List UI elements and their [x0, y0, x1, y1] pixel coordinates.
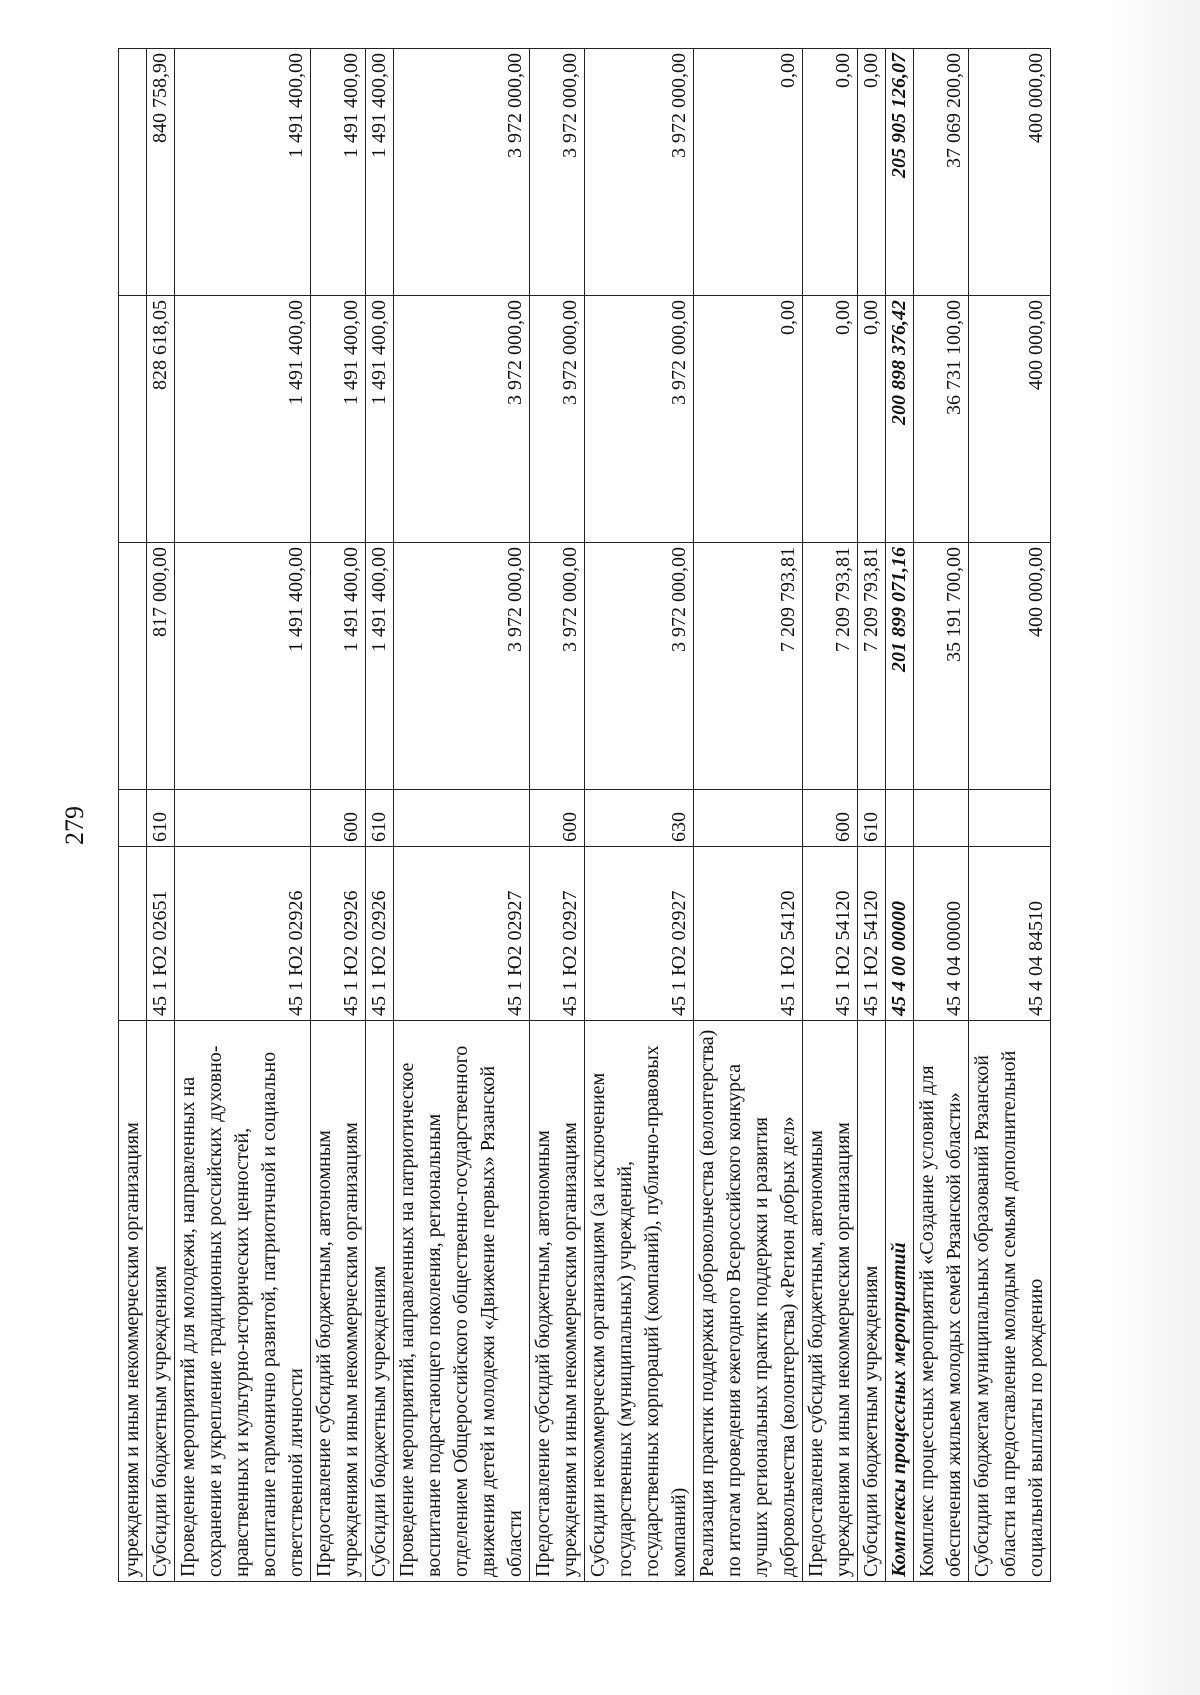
row-amount-1: 1 491 400,00 — [366, 543, 394, 790]
row-name: Субсидии бюджетным учреждениям — [366, 1021, 394, 1582]
row-amount-1: 3 972 000,00 — [530, 543, 585, 790]
row-amount-2: 828 618,05 — [147, 296, 175, 543]
row-amount-3: 3 972 000,00 — [585, 49, 694, 296]
row-name: Субсидии некоммерческим организациям (за исключением государственных (муниципальных) учреждений, государственных корпораций (компаний), публично-правовых компаний) — [585, 1021, 694, 1582]
rotated-table-container — [118, 53, 1051, 1582]
row-amount-3: 0,00 — [803, 49, 858, 296]
row-name: Предоставление субсидий бюджетным, автономным учреждениям и иным некоммерческим организациям — [311, 1021, 366, 1582]
row-code: 45 1 Ю2 54120 — [694, 847, 803, 1021]
row-amount-2: 1 491 400,00 — [175, 296, 311, 543]
row-amount-3: 3 972 000,00 — [530, 49, 585, 296]
row-code: 45 1 Ю2 02926 — [366, 847, 394, 1021]
row-expense-type: 600 — [311, 790, 366, 847]
table-row — [969, 49, 1051, 1582]
table-row — [914, 49, 969, 1582]
table-row — [175, 49, 311, 1582]
table-row-total — [886, 49, 914, 1582]
row-amount-1: 3 972 000,00 — [394, 543, 530, 790]
row-amount-3: 0,00 — [858, 49, 886, 296]
table-row — [311, 49, 366, 1582]
row-expense-type — [914, 790, 969, 847]
row-expense-type: 630 — [585, 790, 694, 847]
row-name: Проведение мероприятий для молодежи, направленных на сохранение и укрепление традиционных российских духовно-нравственных и культурно-исторических ценностей, воспитание гармонично развитой, патриотичной и социально ответственной личности — [175, 1021, 311, 1582]
row-code: 45 1 Ю2 02926 — [175, 847, 311, 1021]
row-amount-2: 1 491 400,00 — [366, 296, 394, 543]
table-row — [147, 49, 175, 1582]
row-amount-1: 7 209 793,81 — [803, 543, 858, 790]
row-expense-type — [969, 790, 1051, 847]
row-name: Проведение мероприятий, направленных на патриотическое воспитание подрастающего поколения, региональным отделением Общероссийского общественно-государственного движения детей и молодежи «Движение первых» Рязанской области — [394, 1021, 530, 1582]
row-amount-1 — [119, 543, 147, 790]
row-code: 45 1 Ю2 02927 — [585, 847, 694, 1021]
row-amount-2: 400 000,00 — [969, 296, 1051, 543]
row-amount-2: 3 972 000,00 — [585, 296, 694, 543]
row-name: Субсидии бюджетным учреждениям — [858, 1021, 886, 1582]
row-code — [119, 847, 147, 1021]
row-name: учреждениям и иным некоммерческим организациям — [119, 1021, 147, 1582]
row-name: Комплексы процессных мероприятий — [886, 1021, 914, 1582]
row-amount-1: 201 899 071,16 — [886, 543, 914, 790]
row-code: 45 1 Ю2 02927 — [530, 847, 585, 1021]
row-amount-2 — [119, 296, 147, 543]
row-amount-2: 36 731 100,00 — [914, 296, 969, 543]
row-amount-1: 7 209 793,81 — [858, 543, 886, 790]
row-amount-2: 0,00 — [694, 296, 803, 543]
budget-table-body — [119, 49, 1051, 1582]
table-row — [394, 49, 530, 1582]
row-expense-type: 610 — [366, 790, 394, 847]
row-code: 45 4 00 00000 — [886, 847, 914, 1021]
row-amount-2: 0,00 — [858, 296, 886, 543]
row-expense-type: 600 — [803, 790, 858, 847]
table-row — [585, 49, 694, 1582]
row-amount-2: 1 491 400,00 — [311, 296, 366, 543]
row-expense-type — [119, 790, 147, 847]
table-row — [119, 49, 147, 1582]
row-code: 45 4 04 84510 — [969, 847, 1051, 1021]
table-row — [803, 49, 858, 1582]
row-name: Реализация практик поддержки добровольчества (волонтерства) по итогам проведения ежегодного Всероссийского конкурса лучших региональных практик поддержки и развития добровольчества (волонтерства) «Регион добрых дел» — [694, 1021, 803, 1582]
row-amount-1: 3 972 000,00 — [585, 543, 694, 790]
row-amount-2: 200 898 376,42 — [886, 296, 914, 543]
row-code: 45 1 Ю2 54120 — [858, 847, 886, 1021]
row-expense-type — [394, 790, 530, 847]
row-amount-1: 400 000,00 — [969, 543, 1051, 790]
budget-table — [118, 48, 1051, 1582]
row-amount-3 — [119, 49, 147, 296]
row-name: Комплекс процессных мероприятий «Создание условий для обеспечения жильем молодых семей Рязанской области» — [914, 1021, 969, 1582]
scan-edge-shading — [1110, 0, 1200, 1695]
row-amount-3: 37 069 200,00 — [914, 49, 969, 296]
row-code: 45 1 Ю2 02927 — [394, 847, 530, 1021]
row-expense-type: 610 — [858, 790, 886, 847]
row-expense-type — [175, 790, 311, 847]
row-amount-1: 1 491 400,00 — [175, 543, 311, 790]
row-code: 45 1 Ю2 54120 — [803, 847, 858, 1021]
row-amount-3: 400 000,00 — [969, 49, 1051, 296]
row-name: Предоставление субсидий бюджетным, автономным учреждениям и иным некоммерческим организациям — [803, 1021, 858, 1582]
row-amount-3: 1 491 400,00 — [366, 49, 394, 296]
row-amount-2: 3 972 000,00 — [530, 296, 585, 543]
row-amount-1: 7 209 793,81 — [694, 543, 803, 790]
row-name: Предоставление субсидий бюджетным, автономным учреждениям и иным некоммерческим организациям — [530, 1021, 585, 1582]
table-row — [366, 49, 394, 1582]
row-expense-type: 610 — [147, 790, 175, 847]
row-expense-type: 600 — [530, 790, 585, 847]
row-expense-type — [886, 790, 914, 847]
row-code: 45 4 04 00000 — [914, 847, 969, 1021]
row-amount-1: 35 191 700,00 — [914, 543, 969, 790]
row-code: 45 1 Ю2 02926 — [311, 847, 366, 1021]
row-amount-3: 840 758,90 — [147, 49, 175, 296]
table-row — [858, 49, 886, 1582]
row-amount-1: 817 000,00 — [147, 543, 175, 790]
table-row — [694, 49, 803, 1582]
row-amount-3: 205 905 126,07 — [886, 49, 914, 296]
row-amount-3: 3 972 000,00 — [394, 49, 530, 296]
row-name: Субсидии бюджетным учреждениям — [147, 1021, 175, 1582]
row-amount-2: 0,00 — [803, 296, 858, 543]
row-expense-type — [694, 790, 803, 847]
page-number: 279 — [60, 806, 89, 845]
row-code: 45 1 Ю2 02651 — [147, 847, 175, 1021]
row-amount-3: 1 491 400,00 — [175, 49, 311, 296]
row-amount-3: 0,00 — [694, 49, 803, 296]
row-name: Субсидии бюджетам муниципальных образований Рязанской области на предоставление молодым семьям дополнительной социальной выплаты по рождению — [969, 1021, 1051, 1582]
table-row — [530, 49, 585, 1582]
row-amount-1: 1 491 400,00 — [311, 543, 366, 790]
row-amount-2: 3 972 000,00 — [394, 296, 530, 543]
row-amount-3: 1 491 400,00 — [311, 49, 366, 296]
